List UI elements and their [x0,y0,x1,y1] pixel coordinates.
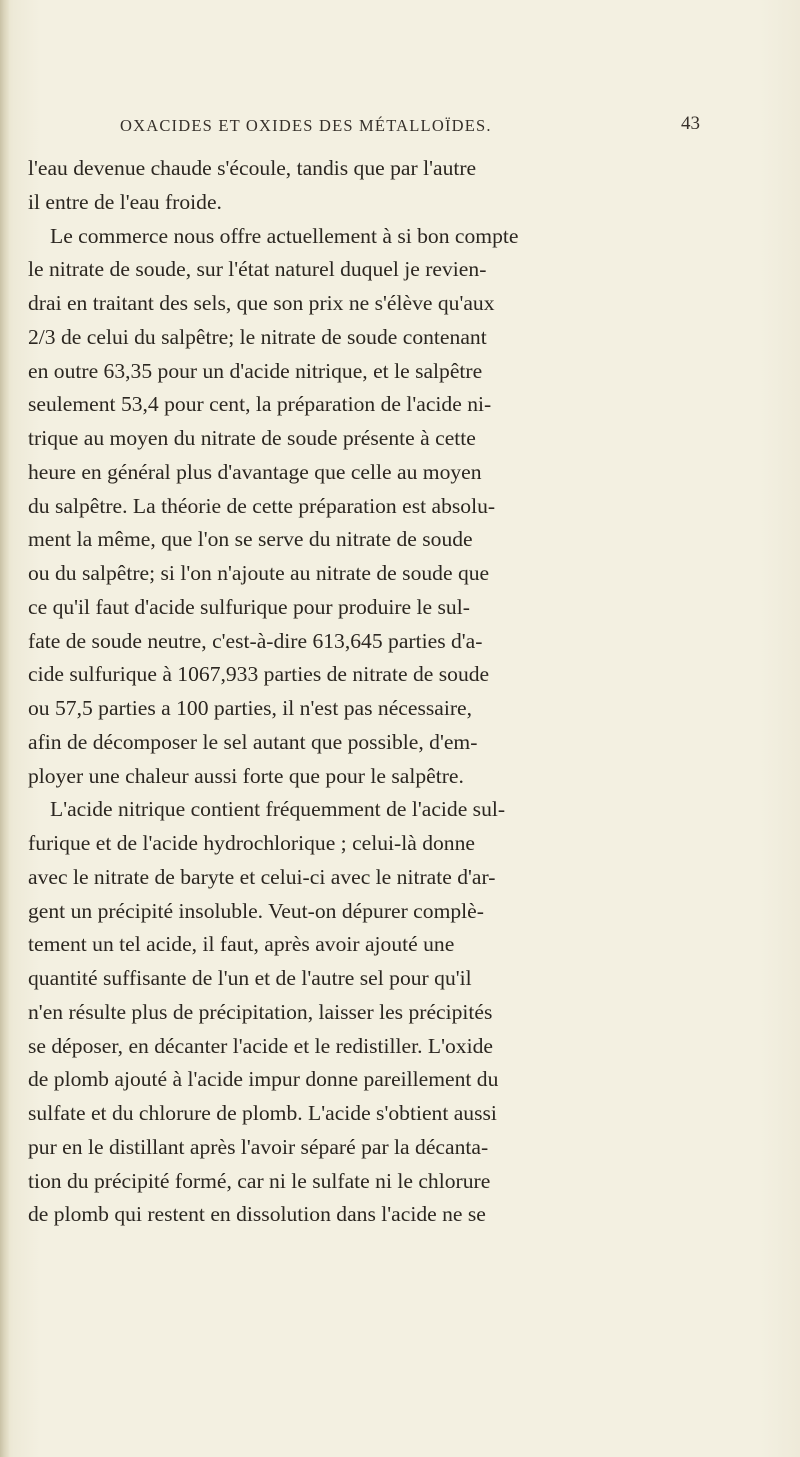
text-line: tion du précipité formé, car ni le sulfate ni le chlorure [28,1168,491,1193]
text-line: 2/3 de celui du salpêtre; le nitrate de soude contenant [28,324,487,349]
text-line: du salpêtre. La théorie de cette préparation est absolu- [28,493,496,518]
binding-edge [0,0,10,1457]
text-line: l'eau devenue chaude s'écoule, tandis que par l'autre [28,156,477,180]
text-line: fate de soude neutre, c'est-à-dire 613,645 parties d'a- [28,628,483,653]
text-line: heure en général plus d'avantage que celle au moyen [28,459,482,484]
text-line: pur en le distillant après l'avoir séparé par la décanta- [28,1134,489,1159]
text-line: seulement 53,4 pour cent, la préparation de l'acide ni- [28,392,492,417]
text-line: il entre de l'eau froide. [28,189,222,214]
page-number: 43 [681,113,700,134]
running-title: OXACIDES ET OXIDES DES MÉTALLOÏDES. [120,116,492,135]
text-line: furique et de l'acide hydrochlorique ; celui-là donne [28,831,475,855]
page-header [120,113,700,140]
text-line: L'acide nitrique contient fréquemment de l'acide sul- [50,797,506,822]
text-line: afin de décomposer le sel autant que possible, d'em- [28,729,478,754]
text-line: gent un précipité insoluble. Veut-on dépurer complè- [28,898,484,923]
body-text [28,152,748,1232]
text-line: ce qu'il faut d'acide sulfurique pour produire le sul- [28,594,470,619]
text-line: sulfate et du chlorure de plomb. L'acide s'obtient aussi [28,1101,497,1125]
text-line: avec le nitrate de baryte et celui-ci avec le nitrate d'ar- [28,864,496,889]
text-line: ou 57,5 parties a 100 parties, il n'est pas nécessaire, [28,696,473,720]
text-line: ou du salpêtre; si l'on n'ajoute au nitrate de soude que [28,561,490,585]
text-line: Le commerce nous offre actuellement à si bon compte [50,223,519,248]
text-line: quantité suffisante de l'un et de l'autre sel pour qu'il [28,966,472,990]
text-line: le nitrate de soude, sur l'état naturel duquel je revien- [28,257,487,282]
text-line: de plomb qui restent en dissolution dans l'acide ne se [28,1202,486,1227]
text-line: se déposer, en décanter l'acide et le redistiller. L'oxide [28,1033,493,1058]
text-line: trique au moyen du nitrate de soude présente à cette [28,426,476,450]
text-line: ployer une chaleur aussi forte que pour le salpêtre. [28,763,464,788]
text-line: tement un tel acide, il faut, après avoir ajouté une [28,932,455,957]
text-line: drai en traitant des sels, que son prix ne s'élève qu'aux [28,291,495,315]
text-line: en outre 63,35 pour un d'acide nitrique, et le salpêtre [28,358,483,383]
text-line: cide sulfurique à 1067,933 parties de nitrate de soude [28,662,490,687]
text-line: n'en résulte plus de précipitation, laisser les précipités [28,999,493,1024]
text-line: ment la même, que l'on se serve du nitrate de soude [28,527,473,552]
text-line: de plomb ajouté à l'acide impur donne pareillement du [28,1067,499,1092]
